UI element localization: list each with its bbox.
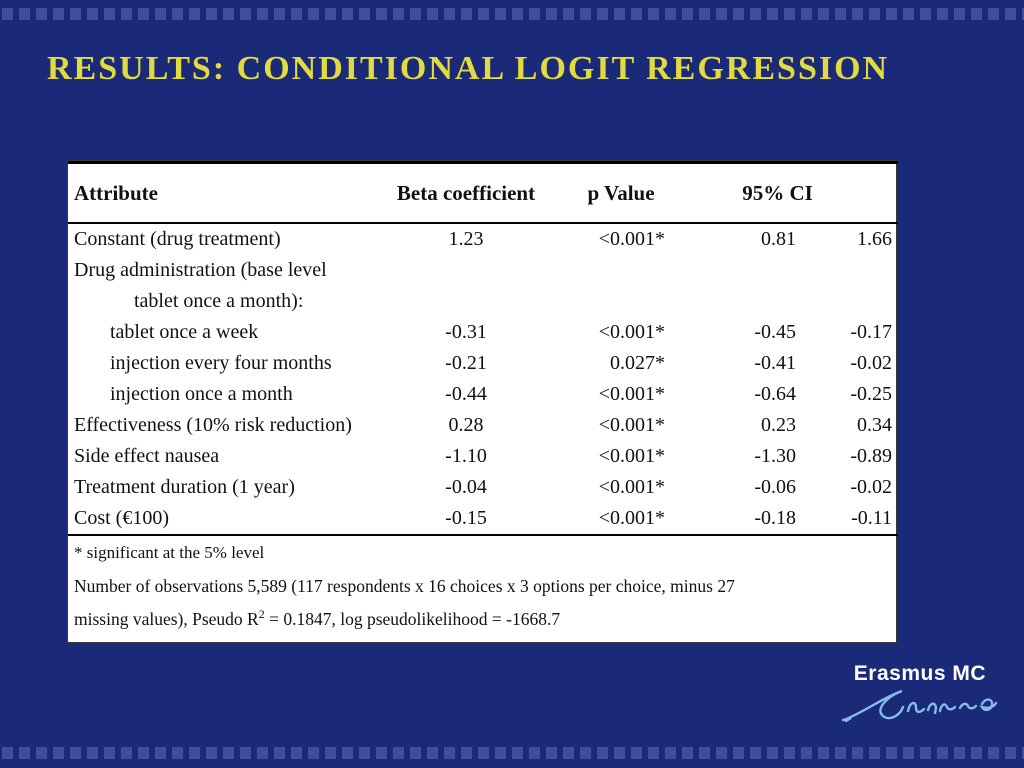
top-dotted-border — [2, 8, 1024, 20]
header-95-ci: 95% CI — [681, 163, 898, 224]
beta-cell: -0.21 — [445, 352, 487, 374]
attribute-cell: Constant (drug treatment) — [74, 228, 281, 250]
page-title: RESULTS: CONDITIONAL LOGIT REGRESSION — [47, 50, 890, 87]
regression-table — [68, 161, 898, 642]
attribute-cell: Cost (€100) — [68, 503, 391, 535]
table-row — [68, 348, 898, 379]
p-value-cell: <0.001* — [541, 503, 681, 535]
ci-low-cell: -0.06 — [754, 476, 796, 498]
ci-low-cell: 0.81 — [761, 228, 796, 250]
beta-cell: -0.04 — [445, 476, 487, 498]
attribute-cell: tablet once a week — [110, 321, 259, 343]
header-beta-coefficient: Beta coefficient — [391, 163, 541, 224]
ci-low-cell: -0.18 — [681, 503, 801, 535]
header-attribute: Attribute — [68, 163, 391, 224]
attribute-cell: tablet once a month): — [134, 290, 304, 312]
table-row — [68, 317, 898, 348]
ci-low-cell: -0.45 — [754, 321, 796, 343]
table-row — [68, 503, 898, 535]
bottom-dotted-border — [2, 747, 1024, 759]
p-value-cell: 0.027* — [610, 352, 665, 374]
ci-high-cell — [801, 286, 898, 317]
p-value-cell: <0.001* — [598, 476, 665, 498]
ci-high-cell: -0.17 — [850, 321, 892, 343]
footnote-row — [68, 597, 898, 642]
attribute-cell: Drug administration (base level — [74, 259, 327, 281]
header-p-value: p Value — [541, 163, 681, 224]
attribute-cell: injection once a month — [110, 383, 293, 405]
regression-table-panel — [67, 160, 897, 643]
ci-low-cell: -0.41 — [754, 352, 796, 374]
footnote-row — [68, 535, 898, 566]
observations-note-line2-suffix: = 0.1847, log pseudolikelihood = -1668.7 — [264, 609, 561, 630]
table-row — [68, 379, 898, 410]
ci-low-cell: 0.23 — [761, 414, 796, 436]
beta-cell: -0.15 — [391, 503, 541, 535]
ci-high-cell — [801, 255, 898, 286]
table-row — [68, 472, 898, 503]
ci-low-cell: -0.64 — [754, 383, 796, 405]
footnote-row — [68, 566, 898, 597]
r-squared-superscript: 2 — [258, 607, 265, 622]
p-value-cell: <0.001* — [598, 445, 665, 467]
ci-high-cell: -0.25 — [850, 383, 892, 405]
table-row — [68, 223, 898, 255]
table-header-row — [68, 163, 898, 224]
ci-high-cell: 0.34 — [857, 414, 892, 436]
beta-cell: -1.10 — [445, 445, 487, 467]
table-row — [68, 286, 898, 317]
erasmus-signature-icon — [822, 684, 1008, 733]
beta-cell — [391, 255, 541, 286]
observations-note-line2 — [68, 597, 898, 642]
p-value-cell: <0.001* — [598, 228, 665, 250]
observations-note-line2-prefix: missing values), Pseudo R — [74, 609, 259, 630]
ci-high-cell: -0.02 — [850, 476, 892, 498]
ci-low-cell — [681, 255, 801, 286]
beta-cell: 0.28 — [448, 414, 484, 436]
ci-high-cell: -0.11 — [801, 503, 898, 535]
erasmus-mc-logo-text: Erasmus MC — [853, 662, 986, 685]
attribute-cell: Effectiveness (10% risk reduction) — [74, 414, 352, 436]
ci-low-cell: -1.30 — [754, 445, 796, 467]
observations-note-line1: Number of observations 5,589 (117 respondents x 16 choices x 3 options per choice, minus 27 — [74, 576, 735, 597]
significance-note: * significant at the 5% level — [74, 543, 265, 562]
ci-high-cell: -0.02 — [850, 352, 892, 374]
p-value-cell: <0.001* — [598, 383, 665, 405]
attribute-cell: Side effect nausea — [74, 445, 220, 467]
p-value-cell: <0.001* — [598, 414, 665, 436]
beta-cell: 1.23 — [448, 228, 484, 250]
ci-high-cell: 1.66 — [857, 228, 892, 250]
beta-cell: -0.31 — [445, 321, 487, 343]
attribute-cell: injection every four months — [110, 352, 332, 374]
p-value-cell: <0.001* — [598, 321, 665, 343]
ci-high-cell: -0.89 — [850, 445, 892, 467]
beta-cell — [391, 286, 541, 317]
table-row — [68, 255, 898, 286]
attribute-cell: Treatment duration (1 year) — [74, 476, 295, 498]
p-value-cell — [541, 255, 681, 286]
ci-low-cell — [681, 286, 801, 317]
table-row — [68, 410, 898, 441]
beta-cell: -0.44 — [445, 383, 487, 405]
erasmus-mc-logo — [822, 662, 1008, 733]
p-value-cell — [541, 286, 681, 317]
table-row — [68, 441, 898, 472]
